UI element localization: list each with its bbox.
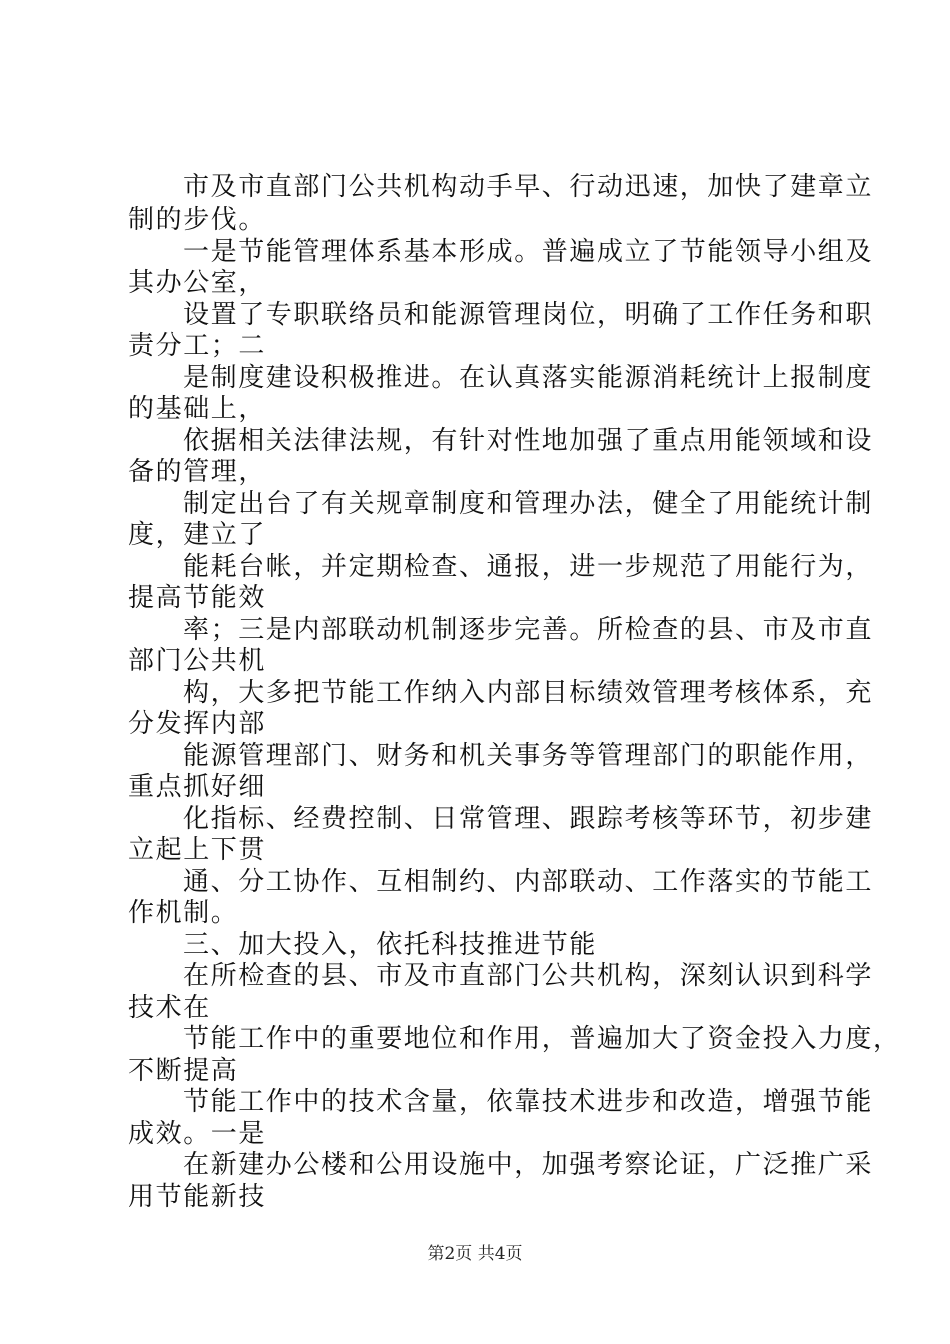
text-line: 是制度建设积极推进。在认真落实能源消耗统计上报制度 bbox=[183, 363, 874, 393]
text-line: 作机制。 bbox=[128, 898, 239, 928]
text-line: 提高节能效 bbox=[128, 583, 267, 613]
section-heading: 三、加大投入，依托科技推进节能 bbox=[183, 930, 598, 960]
text-line: 立起上下贯 bbox=[128, 835, 267, 865]
text-line: 制的步伐。 bbox=[128, 205, 267, 235]
text-line: 成效。一是 bbox=[128, 1119, 267, 1149]
text-line: 部门公共机 bbox=[128, 646, 267, 676]
text-line: 分发挥内部 bbox=[128, 709, 267, 739]
text-line: 节能工作中的重要地位和作用，普遍加大了资金投入力度， bbox=[183, 1024, 901, 1054]
text-line: 备的管理， bbox=[128, 457, 267, 487]
text-line: 化指标、经费控制、日常管理、跟踪考核等环节，初步建 bbox=[183, 804, 874, 834]
text-line: 通、分工协作、互相制约、内部联动、工作落实的节能工 bbox=[183, 867, 874, 897]
text-line: 设置了专职联络员和能源管理岗位，明确了工作任务和职 bbox=[183, 300, 874, 330]
text-line: 在所检查的县、市及市直部门公共机构，深刻认识到科学 bbox=[183, 961, 874, 991]
text-line: 一是节能管理体系基本形成。普遍成立了节能领导小组及 bbox=[183, 237, 874, 267]
text-line: 在新建办公楼和公用设施中，加强考察论证，广泛推广采 bbox=[183, 1150, 874, 1180]
text-line: 其办公室， bbox=[128, 268, 267, 298]
text-line: 构，大多把节能工作纳入内部目标绩效管理考核体系，充 bbox=[183, 678, 874, 708]
text-line: 责分工；二 bbox=[128, 331, 267, 361]
text-line: 能耗台帐，并定期检查、通报，进一步规范了用能行为， bbox=[183, 552, 874, 582]
text-line: 重点抓好细 bbox=[128, 772, 267, 802]
text-line: 的基础上， bbox=[128, 394, 267, 424]
text-line: 节能工作中的技术含量，依靠技术进步和改造，增强节能 bbox=[183, 1087, 874, 1117]
text-line: 率；三是内部联动机制逐步完善。所检查的县、市及市直 bbox=[183, 615, 874, 645]
text-line: 不断提高 bbox=[128, 1056, 239, 1086]
text-line: 依据相关法律法规，有针对性地加强了重点用能领域和设 bbox=[183, 426, 874, 456]
text-line: 市及市直部门公共机构动手早、行动迅速，加快了建章立 bbox=[183, 172, 874, 202]
page-footer: 第2页 共4页 bbox=[427, 1244, 523, 1264]
text-line: 技术在 bbox=[128, 993, 211, 1023]
text-line: 度，建立了 bbox=[128, 520, 267, 550]
text-line: 能源管理部门、财务和机关事务等管理部门的职能作用， bbox=[183, 741, 874, 771]
text-line: 用节能新技 bbox=[128, 1182, 267, 1212]
text-line: 制定出台了有关规章制度和管理办法，健全了用能统计制 bbox=[183, 489, 874, 519]
